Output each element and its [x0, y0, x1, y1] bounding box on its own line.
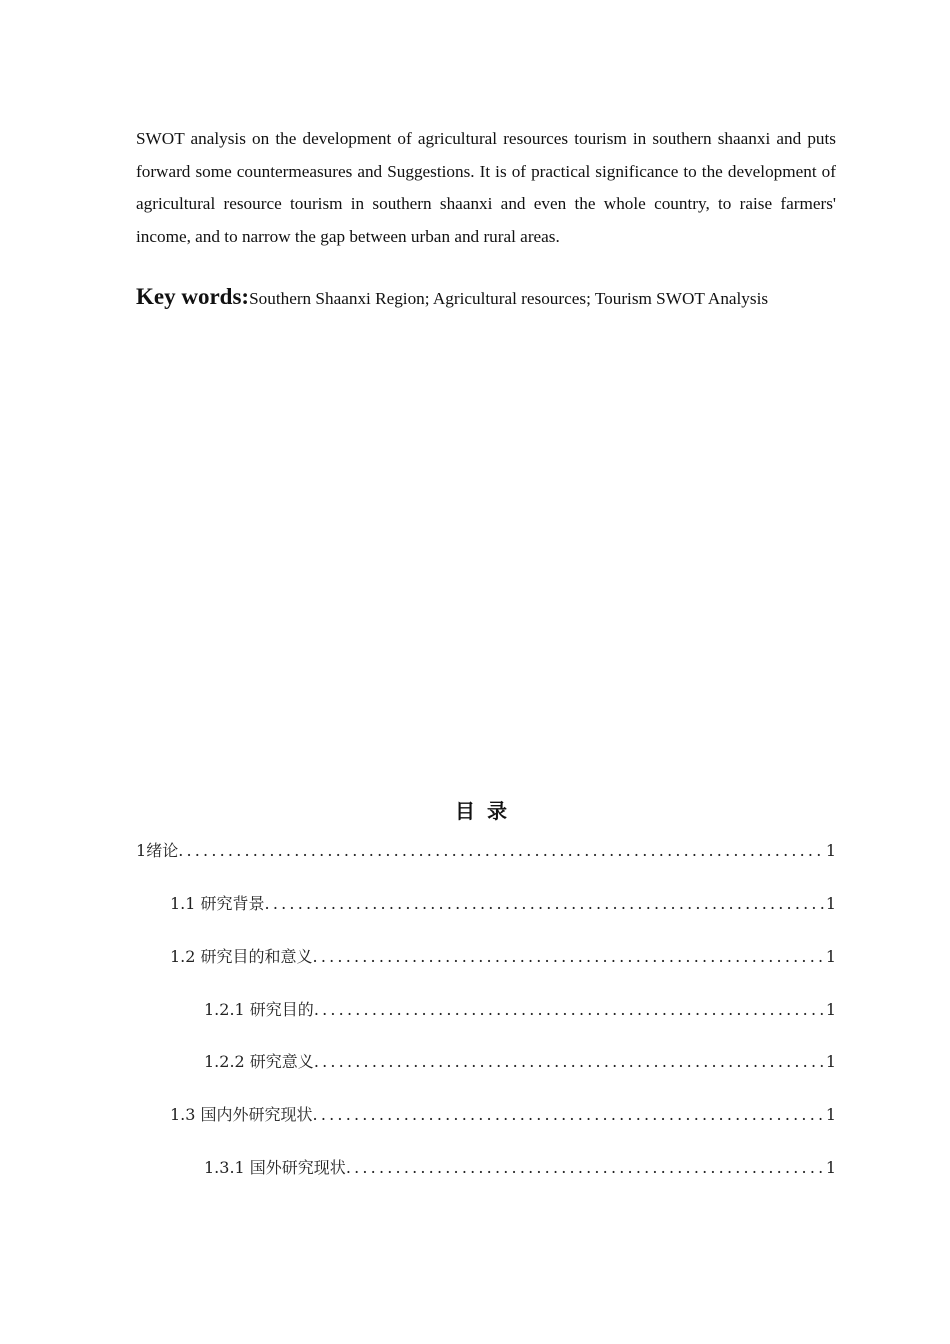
toc-entry-1-2-2[interactable]: [204, 1049, 836, 1075]
toc-entry-label: 研究目的: [249, 1000, 314, 1019]
toc-page-number: 1: [825, 1105, 836, 1124]
toc-title: 目录: [455, 799, 519, 823]
toc-entry-1-1[interactable]: [170, 891, 836, 917]
toc-page-number: 1: [825, 841, 836, 860]
toc-entry-number: 1.2: [170, 947, 201, 966]
toc-page-number: 1: [825, 1000, 836, 1019]
toc-entry-number: 1.3.1: [204, 1158, 250, 1177]
toc-entry-number: 1.1: [170, 894, 201, 913]
toc-page-number: 1: [825, 947, 836, 966]
toc-entry-label: 国外研究现状: [249, 1158, 346, 1177]
toc-dot-leader: [346, 1155, 824, 1181]
toc-entry-number: 1.2.2: [204, 1052, 250, 1071]
toc-page-number: 1: [825, 1158, 836, 1177]
toc-dot-leader: [314, 997, 824, 1023]
keywords-line: [136, 279, 836, 318]
toc-entry-chapter-1[interactable]: [136, 838, 836, 864]
toc-dot-leader: [178, 838, 824, 864]
toc-entry-label: 研究目的和意义: [200, 947, 313, 966]
toc-entry-1-2[interactable]: [170, 944, 836, 970]
toc-dot-leader: [313, 944, 824, 970]
toc-entry-label: 研究背景: [200, 894, 265, 913]
toc-entry-label: 国内外研究现状: [200, 1105, 313, 1124]
abstract-paragraph: SWOT analysis on the development of agricultural resources tourism in southern shaanxi and puts forward some countermeasures and Suggestions. It is of practical significance to the development of agricultural resource tourism in southern shaanxi and even the whole country, to raise farmers' income, and to narrow the gap between urban and rural areas.: [136, 129, 836, 246]
toc-entry-number: 1.2.1: [204, 1000, 250, 1019]
toc-dot-leader: [313, 1102, 824, 1128]
toc-page-number: 1: [825, 894, 836, 913]
toc-entry-number: 1: [136, 841, 147, 860]
toc-dot-leader: [314, 1049, 824, 1075]
keywords-label: Key words:: [136, 284, 250, 309]
toc-page-number: 1: [825, 1052, 836, 1071]
toc-dot-leader: [265, 891, 824, 917]
keywords-text: Southern Shaanxi Region; Agricultural resources; Tourism SWOT Analysis: [249, 289, 769, 308]
toc-entry-label: 绪论: [146, 841, 179, 860]
toc-entry-number: 1.3: [170, 1105, 201, 1124]
toc-entry-1-2-1[interactable]: [204, 997, 836, 1023]
toc-entry-1-3[interactable]: [170, 1102, 836, 1128]
toc-entry-1-3-1[interactable]: [204, 1155, 836, 1181]
toc-entry-label: 研究意义: [249, 1052, 314, 1071]
